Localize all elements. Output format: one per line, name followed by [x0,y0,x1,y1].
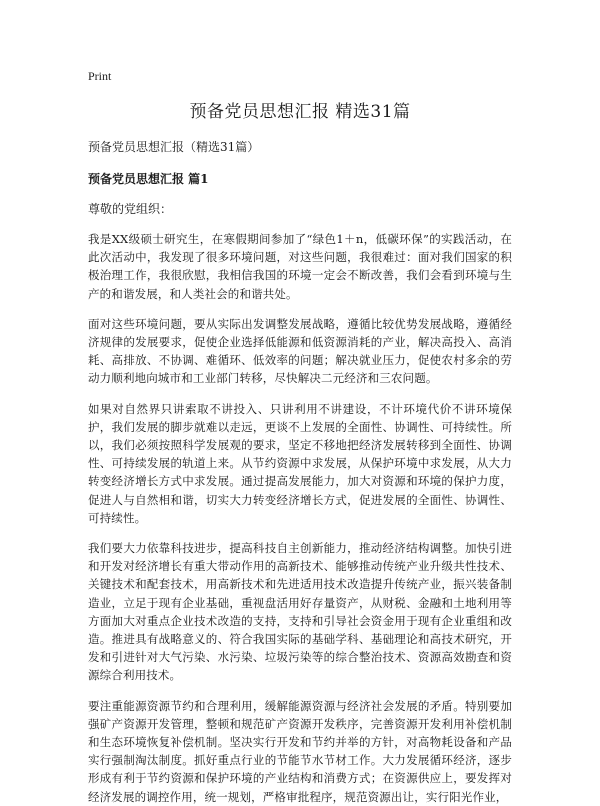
paragraph: 如果对自然界只讲索取不讲投入、只讲利用不讲建设，不计环境代价不讲环境保护，我们发展的脚步就难以走远，更谈不上发展的全面性、协调性、可持续性。所以，我们必须按照科学发展观的要求，坚定不移地把经济发展转移到全面性、协调性、可持续发展的轨道上来。从节约资源中求发展，从保护环境中求发展，从大力转变经济增长方式中求发展。通过提高发展能力，加大对资源和环境的保护力度，促进人与自然相和谐，切实大力转变经济增长方式，促进发展的全面性、协调性、可持续性。 [88,401,512,525]
print-label: Print [88,69,112,83]
paragraph: 我们要大力依靠科技进步，提高科技自主创新能力，推动经济结构调整。加快引进和开发对经济增长有重大带动作用的高新技术、能够推动传统产业升级共性技术、关键技术和配套技术，用高新技术和先进适用技术改造提升传统产业，振兴装备制造业，立足于现有企业基础，重视盘活用好存量资产，从财税、金融和土地利用等方面加大对重点企业技术改造的支持，支持和引导社会资金用于现有企业重组和改造。推进具有战略意义的、符合我国实际的基础学科、基础理论和高技术研究，开发和引进针对大气污染、水污染、垃圾污染等的综合整治技术、资源高效勘查和资源综合利用技术。 [88,541,512,683]
document-title: 预备党员思想汇报 精选31篇 [189,102,411,122]
paragraph: 要注重能源资源节约和合理利用，缓解能源资源与经济社会发展的矛盾。特别要加强矿产资源开发管理，整顿和规范矿产资源开发秩序，完善资源开发利用补偿机制和生态环境恢复补偿机制。坚决实行开发和节约并举的方针，对高物耗设备和产品实行强制淘汰制度。抓好重点行业的节能节水节材工作。大力发展循环经济，逐步形成有利于节约资源和保护环境的产业结构和消费方式；在资源供应上，要发挥对经济发展的调控作用，统一规划，严格审批程序，规范资源出让，实行阳光作业， [88,698,512,804]
salutation: 尊敬的党组织： [88,202,173,216]
document-subtitle: 预备党员思想汇报（精选31篇） [88,140,260,154]
paragraph: 我是XX级硕士研究生，在寒假期间参加了“绿色1＋n，低碳环保”的实践活动，在此次活动中，我发现了很多环境问题，对这些问题，我很难过：面对我们国家的积极治理工作，我很欣慰，我相信我国的环境一定会不断改善，我们会看到环境与生产的和谐发展，和人类社会的和谐共处。 [88,232,512,301]
section-heading: 预备党员思想汇报 篇1 [88,172,209,186]
paragraph: 面对这些环境问题，要从实际出发调整发展战略，遵循比较优势发展战略，遵循经济规律的发展要求，促使企业选择低能源和低资源消耗的产业，解决高投入、高消耗、高排放、不协调、难循环、低效率的问题；解决就业压力，促使农村多余的劳动力顺利地向城市和工业部门转移，尽快解决二元经济和三农问题。 [88,316,512,386]
